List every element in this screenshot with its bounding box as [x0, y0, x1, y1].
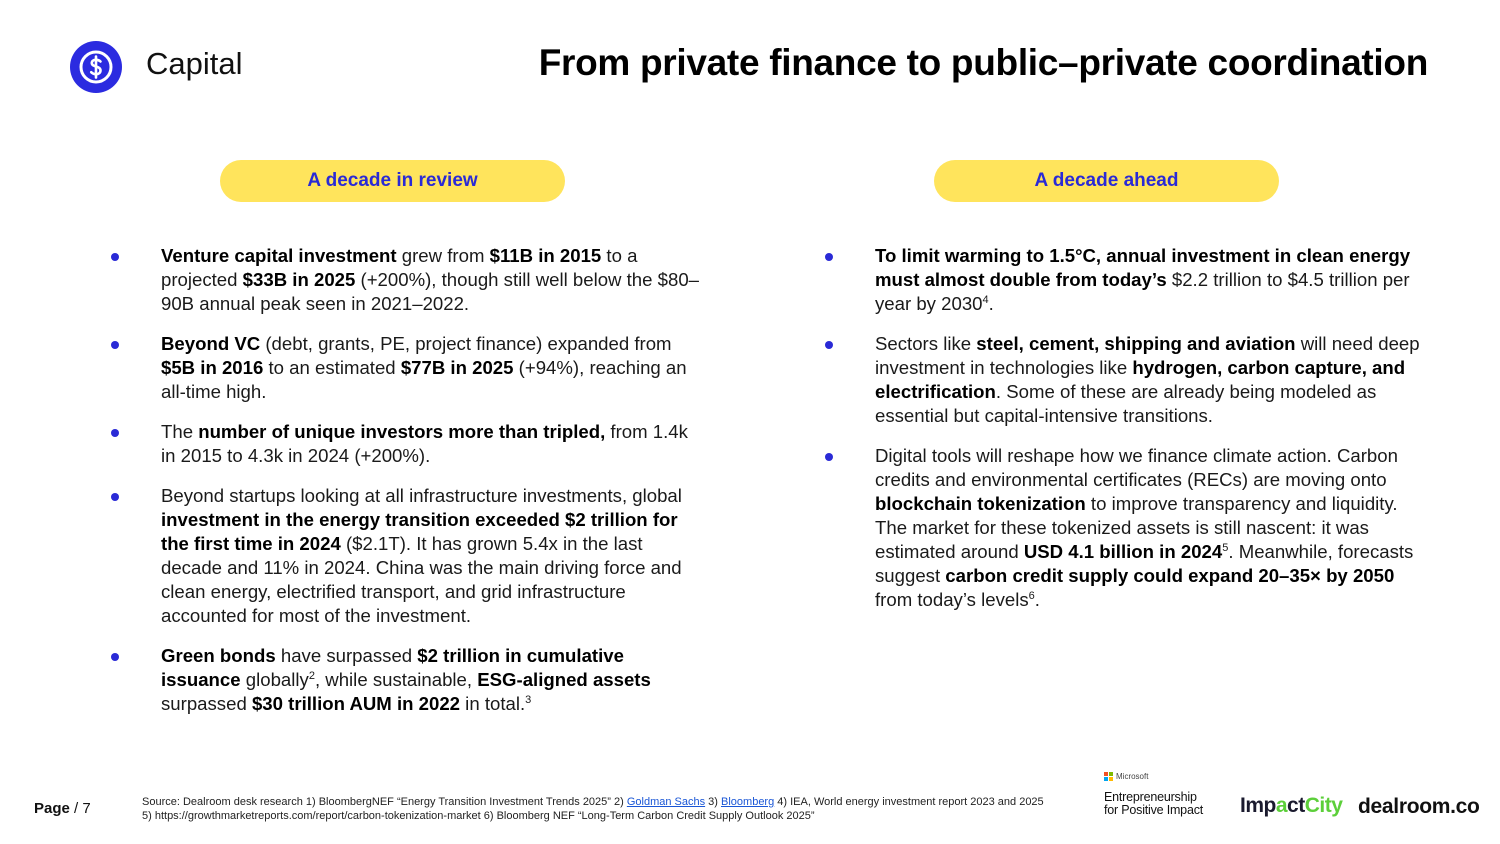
bullet-bold-text: $11B in 2015: [489, 245, 602, 266]
bullet-text: Sectors like: [875, 333, 977, 354]
bullet-item: [111, 244, 707, 316]
bullet-text: globally: [240, 669, 309, 690]
bullet-text: . Meanwhile, forecasts suggest: [875, 541, 1414, 586]
decade-ahead-list: [825, 244, 1425, 628]
impact-text-1: Imp: [1240, 794, 1276, 817]
bullet-text: (+94%), reaching an all-time high.: [161, 357, 687, 402]
bullet-text: (debt, grants, PE, project finance) expanded from: [260, 333, 672, 354]
bullet-bold-text: carbon credit supply could expand 20–35× by 2050: [945, 565, 1395, 586]
bullet-bold-text: ESG-aligned assets: [477, 669, 651, 690]
bullet-text: . Some of these are already being modeled as essential but capital-intensive transitions.: [875, 381, 1377, 426]
page-title: From private finance to public–private coordination: [538, 42, 1428, 83]
bullet-bold-text: $5B in 2016: [161, 357, 264, 378]
bullet-bold-text: $30 trillion AUM in 2022: [251, 693, 461, 714]
bullet-bold-text: $33B in 2025: [242, 269, 356, 290]
impact-text-2: a: [1275, 794, 1288, 817]
bullet-dot-icon: [111, 493, 119, 501]
bullet-text: surpassed: [161, 693, 252, 714]
bullet-text: grew from: [396, 245, 490, 266]
bullet-bold-text: blockchain tokenization: [875, 493, 1086, 514]
bullet-text: $2.2 trillion to $4.5 trillion per year by 2030: [875, 269, 1410, 314]
bullet-dot-icon: [111, 253, 119, 261]
impact-text-4: City: [1304, 794, 1343, 817]
source-label: Source:: [142, 796, 180, 808]
bullet-dot-icon: [825, 253, 833, 261]
bloomberg-link[interactable]: Bloomberg: [721, 796, 775, 808]
bullet-item: [825, 332, 1425, 428]
source-text-2: 3): [705, 796, 722, 808]
dealroom-logo: dealroom.co: [1358, 795, 1480, 818]
page-number: [34, 800, 91, 817]
microsoft-logo: [1104, 772, 1203, 817]
bullet-item: [111, 332, 707, 404]
bullet-text: from today’s levels: [875, 589, 1029, 610]
bullet-text: have surpassed: [275, 645, 418, 666]
decade-ahead-pill: A decade ahead: [934, 160, 1279, 202]
bullet-text: to improve transparency and liquidity. The market for these tokenized assets is still nascent: it was estimated around: [875, 493, 1398, 562]
decade-review-list: [111, 244, 707, 732]
bullet-text: to an estimated: [263, 357, 401, 378]
source-footnote: [142, 795, 1047, 823]
bullet-item: [111, 484, 707, 628]
bullet-bold-text: To limit warming to 1.5°C, annual investment in clean energy must almost double from today’s: [875, 245, 1411, 290]
bullet-text: Digital tools will reshape how we finance climate action. Carbon credits and environmental certificates (RECs) are moving onto: [875, 445, 1398, 490]
section-title: Capital: [146, 46, 243, 81]
bullet-dot-icon: [111, 341, 119, 349]
bullet-dot-icon: [111, 653, 119, 661]
bullet-bold-text: $2 trillion in cumulative issuance: [161, 645, 624, 690]
goldman-sachs-link[interactable]: Goldman Sachs: [626, 796, 706, 808]
bullet-bold-text: Venture capital investment: [161, 245, 397, 266]
bullet-dot-icon: [825, 453, 833, 461]
bullet-item: [825, 444, 1425, 612]
bullet-text: .: [1034, 589, 1040, 610]
ms-program-line2: for Positive Impact: [1104, 803, 1204, 817]
bullet-text: (+200%), though still well below the $80–90B annual peak seen in 2021–2022.: [161, 269, 700, 314]
bullet-dot-icon: [111, 429, 119, 437]
decade-review-pill: A decade in review: [220, 160, 565, 202]
bullet-bold-text: USD 4.1 billion in 2024: [1023, 541, 1223, 562]
bullet-bold-text: investment in the energy transition exceeded $2 trillion for the first time in 2024: [161, 509, 678, 554]
bullet-dot-icon: [825, 341, 833, 349]
bullet-bold-text: Green bonds: [161, 645, 276, 666]
bullet-item: [111, 644, 707, 716]
footnote-ref: 6: [1028, 589, 1035, 602]
page-label: Page: [34, 800, 70, 817]
page-count: / 7: [74, 800, 91, 817]
impactcity-logo: [1240, 794, 1342, 818]
bullet-text: ($2.1T). It has grown 5.4x in the last decade and 11% in 2024. China was the main driving force and clean energy, electrified transport, and grid infrastructure accounted for most of the investment.: [161, 533, 682, 626]
bullet-item: [825, 244, 1425, 316]
bullet-text: , while sustainable,: [314, 669, 478, 690]
source-text-3: 4) IEA, World energy investment report 2023 and 2025 5) https://growthmarketreports.com/report/carbon-tokenization-market 6) Bloomberg NEF “Long-Term Carbon Credit Supply Outlook 2025”: [142, 796, 1044, 822]
bullet-bold-text: $77B in 2025: [400, 357, 514, 378]
microsoft-grid-icon: [1104, 772, 1113, 781]
footnote-ref: 4: [982, 293, 989, 306]
impact-text-3: ct: [1287, 794, 1305, 817]
bullet-text: will need deep investment in technologies like: [875, 333, 1420, 378]
bullet-bold-text: steel, cement, shipping and aviation: [976, 333, 1296, 354]
footnote-ref: 3: [525, 693, 532, 706]
bullet-text: Beyond startups looking at all infrastructure investments, global: [161, 485, 682, 506]
bullet-bold-text: Beyond VC: [161, 333, 261, 354]
bullet-bold-text: number of unique investors more than tripled,: [198, 421, 606, 442]
bullet-text: from 1.4k in 2015 to 4.3k in 2024 (+200%).: [161, 421, 688, 466]
ms-program-line1: Entrepreneurship: [1104, 790, 1197, 804]
bullet-item: [111, 420, 707, 468]
microsoft-label: Microsoft: [1116, 772, 1149, 781]
bullet-bold-text: hydrogen, carbon capture, and electrification: [875, 357, 1406, 402]
footnote-ref: 2: [308, 669, 315, 682]
bullet-text: .: [988, 293, 994, 314]
source-text-1: Dealroom desk research 1) BloombergNEF “Energy Transition Investment Trends 2025” 2): [179, 796, 627, 808]
dollar-coin-icon: [70, 41, 122, 93]
bullet-text: to a projected: [161, 245, 638, 290]
bullet-text: The: [161, 421, 199, 442]
bullet-text: in total.: [460, 693, 526, 714]
footnote-ref: 5: [1222, 541, 1229, 554]
